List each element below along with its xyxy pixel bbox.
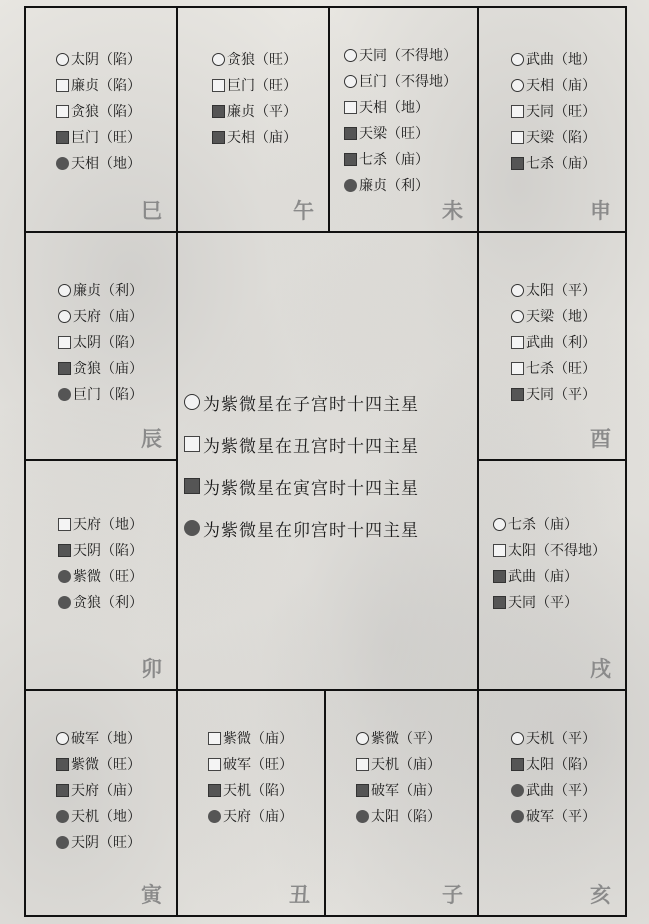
- star-status: （陷）: [399, 809, 441, 825]
- star-entry: [511, 150, 625, 176]
- star-name: 天府: [73, 517, 101, 533]
- star-name: 天机: [371, 757, 399, 773]
- star-status: （庙）: [536, 569, 578, 585]
- palace-4: [24, 231, 178, 461]
- star-name: 武曲: [526, 52, 554, 68]
- star-entry: [511, 381, 625, 407]
- center-legend-area: [176, 231, 477, 689]
- square-filled-marker-icon: [511, 157, 524, 170]
- star-name: 天府: [73, 309, 101, 325]
- star-entry: [511, 329, 625, 355]
- square-open-marker-icon: [58, 518, 71, 531]
- star-name: 贪狼: [73, 361, 101, 377]
- star-name: 巨门: [73, 387, 101, 403]
- star-name: 天梁: [526, 309, 554, 325]
- star-name: 七杀: [526, 361, 554, 377]
- star-status: （地）: [554, 52, 596, 68]
- star-name: 七杀: [359, 152, 387, 168]
- circle-filled-marker-icon: [344, 179, 357, 192]
- square-filled-marker-icon: [356, 784, 369, 797]
- star-entry: [58, 563, 176, 589]
- star-entry: [344, 42, 477, 68]
- star-entry: [511, 72, 625, 98]
- star-entry: [208, 725, 324, 751]
- star-status: （平）: [399, 731, 441, 747]
- circle-filled-marker-icon: [58, 388, 71, 401]
- star-entry: [493, 563, 625, 589]
- star-entry: [56, 803, 176, 829]
- circle-open-marker-icon: [511, 732, 524, 745]
- circle-open-marker-icon: [344, 49, 357, 62]
- star-entry: [493, 589, 625, 615]
- square-open-marker-icon: [493, 544, 506, 557]
- star-status: （平）: [536, 595, 578, 611]
- star-entry: [58, 537, 176, 563]
- circle-filled-marker-icon: [511, 810, 524, 823]
- star-status: （旺）: [99, 757, 141, 773]
- star-name: 天同: [508, 595, 536, 611]
- star-status: （陷）: [101, 543, 143, 559]
- star-status: （陷）: [554, 130, 596, 146]
- star-entry: [208, 777, 324, 803]
- star-list: [479, 725, 625, 829]
- star-name: 天阴: [71, 835, 99, 851]
- star-name: 天府: [223, 809, 251, 825]
- star-entry: [511, 355, 625, 381]
- star-entry: [493, 511, 625, 537]
- circle-filled-marker-icon: [58, 596, 71, 609]
- star-name: 破军: [371, 783, 399, 799]
- palace-10: [324, 689, 479, 917]
- circle-open-marker-icon: [493, 518, 506, 531]
- legend-entry: [184, 507, 419, 549]
- star-status: （平）: [554, 731, 596, 747]
- branch-label: 丑: [289, 883, 310, 907]
- star-name: 太阳: [526, 283, 554, 299]
- star-entry: [56, 150, 176, 176]
- star-status: （庙）: [251, 809, 293, 825]
- star-entry: [344, 68, 477, 94]
- star-status: （庙）: [399, 757, 441, 773]
- star-name: 七杀: [508, 517, 536, 533]
- star-entry: [58, 589, 176, 615]
- star-entry: [56, 98, 176, 124]
- square-filled-marker-icon: [184, 478, 200, 494]
- star-name: 天同: [526, 104, 554, 120]
- star-entry: [56, 777, 176, 803]
- square-filled-marker-icon: [56, 131, 69, 144]
- star-name: 廉贞: [227, 104, 255, 120]
- star-status: （利）: [387, 178, 429, 194]
- star-entry: [56, 72, 176, 98]
- star-entry: [212, 72, 328, 98]
- star-list: [26, 725, 176, 855]
- circle-open-marker-icon: [56, 53, 69, 66]
- star-entry: [511, 98, 625, 124]
- star-name: 太阳: [371, 809, 399, 825]
- palace-11: [477, 689, 627, 917]
- star-name: 太阴: [73, 335, 101, 351]
- star-entry: [212, 98, 328, 124]
- star-name: 天相: [359, 100, 387, 116]
- square-filled-marker-icon: [208, 784, 221, 797]
- star-name: 天同: [526, 387, 554, 403]
- branch-label: 辰: [141, 427, 162, 451]
- star-name: 天阴: [73, 543, 101, 559]
- star-status: （地）: [99, 809, 141, 825]
- square-filled-marker-icon: [511, 388, 524, 401]
- palace-0: [24, 6, 178, 233]
- square-open-marker-icon: [212, 79, 225, 92]
- star-entry: [356, 777, 477, 803]
- branch-label: 申: [590, 199, 611, 223]
- legend-text: 为紫微星在寅宫时十四主星: [203, 478, 419, 499]
- star-entry: [511, 303, 625, 329]
- palace-8: [24, 689, 178, 917]
- star-status: （旺）: [554, 361, 596, 377]
- branch-label: 巳: [141, 199, 162, 223]
- star-entry: [344, 120, 477, 146]
- star-entry: [56, 751, 176, 777]
- star-entry: [511, 751, 625, 777]
- star-name: 破军: [71, 731, 99, 747]
- star-entry: [511, 46, 625, 72]
- circle-filled-marker-icon: [56, 810, 69, 823]
- star-entry: [58, 511, 176, 537]
- star-entry: [212, 46, 328, 72]
- star-entry: [356, 725, 477, 751]
- square-open-marker-icon: [511, 131, 524, 144]
- square-filled-marker-icon: [511, 758, 524, 771]
- square-filled-marker-icon: [344, 153, 357, 166]
- star-status: （陷）: [554, 757, 596, 773]
- star-status: （庙）: [387, 152, 429, 168]
- branch-label: 未: [442, 199, 463, 223]
- star-status: （旺）: [99, 130, 141, 146]
- star-status: （庙）: [101, 309, 143, 325]
- circle-filled-marker-icon: [208, 810, 221, 823]
- square-open-marker-icon: [356, 758, 369, 771]
- circle-filled-marker-icon: [56, 836, 69, 849]
- star-status: （庙）: [554, 156, 596, 172]
- square-filled-marker-icon: [212, 105, 225, 118]
- star-status: （地）: [387, 100, 429, 116]
- legend-entry: [184, 381, 419, 423]
- palace-5: [477, 231, 627, 461]
- star-list: [326, 725, 477, 829]
- legend: [184, 381, 419, 549]
- star-list: [479, 46, 625, 176]
- star-status: （不得地）: [536, 543, 606, 559]
- branch-label: 卯: [141, 657, 162, 681]
- star-entry: [56, 124, 176, 150]
- square-open-marker-icon: [184, 436, 200, 452]
- circle-filled-marker-icon: [511, 784, 524, 797]
- palace-7: [477, 459, 627, 691]
- star-name: 天府: [71, 783, 99, 799]
- circle-open-marker-icon: [58, 284, 71, 297]
- star-list: [178, 725, 324, 829]
- star-name: 贪狼: [71, 104, 99, 120]
- star-name: 天机: [223, 783, 251, 799]
- star-name: 太阳: [526, 757, 554, 773]
- star-entry: [493, 537, 625, 563]
- star-name: 廉贞: [359, 178, 387, 194]
- square-open-marker-icon: [344, 101, 357, 114]
- star-name: 廉贞: [73, 283, 101, 299]
- branch-label: 子: [442, 883, 463, 907]
- star-name: 巨门: [359, 74, 387, 90]
- branch-label: 戌: [590, 657, 611, 681]
- star-status: （陷）: [101, 387, 143, 403]
- star-status: （庙）: [255, 130, 297, 146]
- star-entry: [511, 777, 625, 803]
- star-name: 七杀: [526, 156, 554, 172]
- circle-open-marker-icon: [511, 53, 524, 66]
- square-filled-marker-icon: [212, 131, 225, 144]
- star-name: 贪狼: [227, 52, 255, 68]
- star-entry: [56, 46, 176, 72]
- star-status: （庙）: [101, 361, 143, 377]
- circle-open-marker-icon: [344, 75, 357, 88]
- square-open-marker-icon: [511, 362, 524, 375]
- star-status: （陷）: [101, 335, 143, 351]
- star-status: （旺）: [251, 757, 293, 773]
- branch-label: 亥: [590, 883, 611, 907]
- star-status: （利）: [101, 595, 143, 611]
- star-list: [330, 42, 477, 198]
- star-entry: [58, 381, 176, 407]
- palace-2: [328, 6, 479, 233]
- star-status: （陷）: [99, 104, 141, 120]
- star-list: [26, 46, 176, 176]
- star-status: （旺）: [554, 104, 596, 120]
- star-name: 武曲: [526, 335, 554, 351]
- legend-entry: [184, 465, 419, 507]
- circle-filled-marker-icon: [356, 810, 369, 823]
- legend-text: 为紫微星在子宫时十四主星: [203, 394, 419, 415]
- star-list: [178, 46, 328, 150]
- square-filled-marker-icon: [56, 758, 69, 771]
- square-open-marker-icon: [208, 732, 221, 745]
- star-status: （庙）: [251, 731, 293, 747]
- branch-label: 寅: [141, 883, 162, 907]
- star-name: 天相: [71, 156, 99, 172]
- star-name: 紫微: [71, 757, 99, 773]
- star-status: （不得地）: [387, 74, 457, 90]
- star-entry: [208, 803, 324, 829]
- star-entry: [511, 277, 625, 303]
- circle-filled-marker-icon: [184, 520, 200, 536]
- star-name: 贪狼: [73, 595, 101, 611]
- circle-open-marker-icon: [58, 310, 71, 323]
- palace-9: [176, 689, 326, 917]
- star-name: 天梁: [526, 130, 554, 146]
- star-entry: [56, 725, 176, 751]
- square-filled-marker-icon: [493, 596, 506, 609]
- star-status: （庙）: [99, 783, 141, 799]
- square-open-marker-icon: [511, 336, 524, 349]
- legend-text: 为紫微星在卯宫时十四主星: [203, 520, 419, 541]
- star-status: （庙）: [554, 78, 596, 94]
- star-list: [26, 277, 176, 407]
- circle-open-marker-icon: [511, 79, 524, 92]
- circle-filled-marker-icon: [58, 570, 71, 583]
- star-name: 天相: [526, 78, 554, 94]
- square-open-marker-icon: [58, 336, 71, 349]
- star-name: 巨门: [71, 130, 99, 146]
- star-status: （地）: [554, 309, 596, 325]
- star-name: 武曲: [526, 783, 554, 799]
- star-entry: [356, 751, 477, 777]
- star-name: 紫微: [223, 731, 251, 747]
- square-filled-marker-icon: [493, 570, 506, 583]
- circle-open-marker-icon: [212, 53, 225, 66]
- star-status: （庙）: [536, 517, 578, 533]
- star-entry: [356, 803, 477, 829]
- star-status: （旺）: [387, 126, 429, 142]
- star-status: （旺）: [99, 835, 141, 851]
- star-name: 太阴: [71, 52, 99, 68]
- star-entry: [344, 94, 477, 120]
- star-entry: [58, 303, 176, 329]
- square-open-marker-icon: [56, 105, 69, 118]
- palace-1: [176, 6, 330, 233]
- legend-entry: [184, 423, 419, 465]
- star-status: （陷）: [99, 78, 141, 94]
- circle-open-marker-icon: [56, 732, 69, 745]
- star-status: （旺）: [255, 52, 297, 68]
- star-entry: [344, 146, 477, 172]
- star-entry: [58, 329, 176, 355]
- star-name: 天机: [526, 731, 554, 747]
- star-list: [479, 511, 625, 615]
- star-status: （平）: [554, 783, 596, 799]
- star-name: 天同: [359, 48, 387, 64]
- branch-label: 午: [293, 199, 314, 223]
- star-status: （庙）: [399, 783, 441, 799]
- square-filled-marker-icon: [344, 127, 357, 140]
- star-status: （平）: [255, 104, 297, 120]
- square-open-marker-icon: [208, 758, 221, 771]
- circle-filled-marker-icon: [56, 157, 69, 170]
- star-entry: [56, 829, 176, 855]
- star-status: （平）: [554, 387, 596, 403]
- star-name: 天机: [71, 809, 99, 825]
- star-name: 廉贞: [71, 78, 99, 94]
- star-name: 天梁: [359, 126, 387, 142]
- star-name: 天相: [227, 130, 255, 146]
- star-status: （地）: [99, 156, 141, 172]
- star-name: 破军: [526, 809, 554, 825]
- star-status: （旺）: [255, 78, 297, 94]
- square-filled-marker-icon: [56, 784, 69, 797]
- star-entry: [58, 355, 176, 381]
- star-status: （平）: [554, 283, 596, 299]
- square-filled-marker-icon: [58, 544, 71, 557]
- square-filled-marker-icon: [58, 362, 71, 375]
- circle-open-marker-icon: [511, 310, 524, 323]
- legend-text: 为紫微星在丑宫时十四主星: [203, 436, 419, 457]
- star-status: （旺）: [101, 569, 143, 585]
- star-status: （平）: [554, 809, 596, 825]
- star-list: [26, 511, 176, 615]
- circle-open-marker-icon: [511, 284, 524, 297]
- star-name: 紫微: [73, 569, 101, 585]
- star-status: （地）: [101, 517, 143, 533]
- star-name: 破军: [223, 757, 251, 773]
- star-entry: [208, 751, 324, 777]
- palace-6: [24, 459, 178, 691]
- branch-label: 酉: [590, 427, 611, 451]
- star-status: （地）: [99, 731, 141, 747]
- star-name: 武曲: [508, 569, 536, 585]
- circle-open-marker-icon: [356, 732, 369, 745]
- star-entry: [58, 277, 176, 303]
- star-status: （不得地）: [387, 48, 457, 64]
- palace-3: [477, 6, 627, 233]
- star-status: （利）: [554, 335, 596, 351]
- circle-open-marker-icon: [184, 394, 200, 410]
- star-status: （利）: [101, 283, 143, 299]
- star-entry: [511, 725, 625, 751]
- square-open-marker-icon: [56, 79, 69, 92]
- star-entry: [511, 803, 625, 829]
- star-name: 巨门: [227, 78, 255, 94]
- star-name: 紫微: [371, 731, 399, 747]
- square-open-marker-icon: [511, 105, 524, 118]
- star-entry: [511, 124, 625, 150]
- star-list: [479, 277, 625, 407]
- star-entry: [212, 124, 328, 150]
- star-name: 太阳: [508, 543, 536, 559]
- star-status: （陷）: [251, 783, 293, 799]
- star-status: （陷）: [99, 52, 141, 68]
